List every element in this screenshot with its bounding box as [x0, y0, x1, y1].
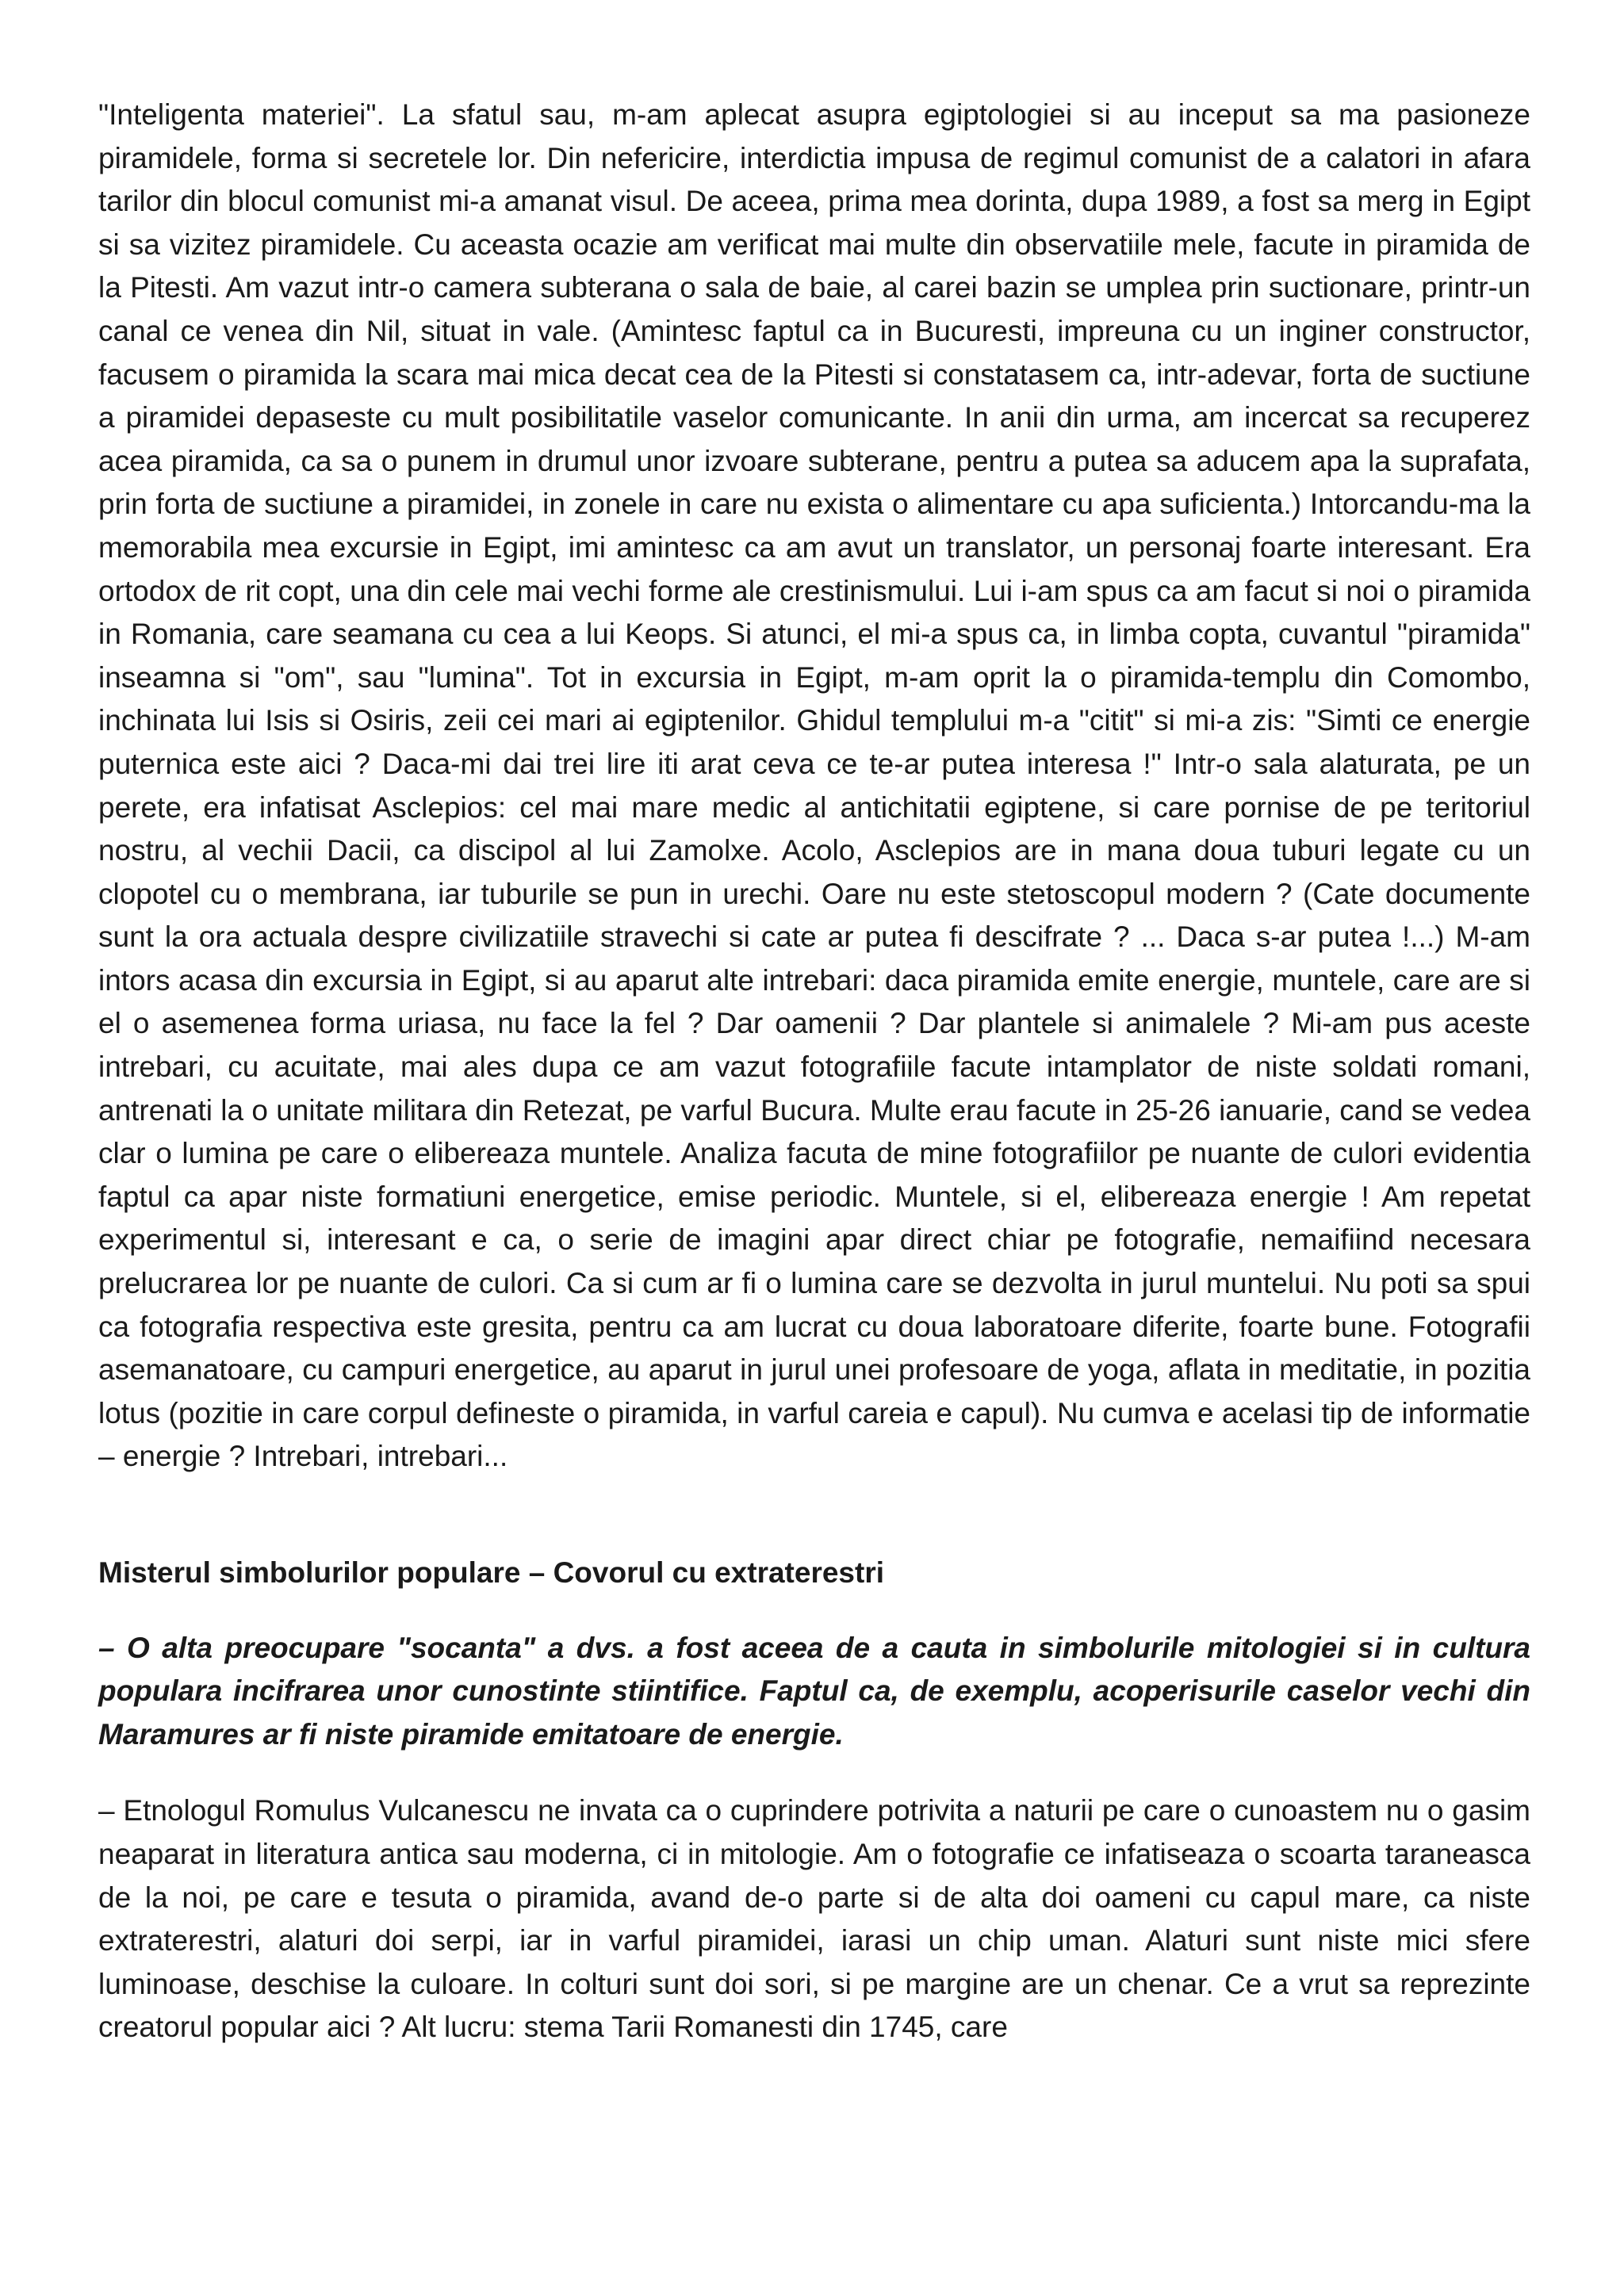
interview-question: – O alta preocupare "socanta" a dvs. a fost aceea de a cauta in simbolurile mitologiei si in cultura populara incifrarea unor cunostinte stiintifice. Faptul ca, de exemplu, acoperisurile caselor vechi din Maramures ar fi niste piramide emitatoare de energie.: [98, 1631, 1530, 1751]
document-page: [98, 94, 1530, 2049]
section-heading: Misterul simbolurilor populare – Covorul cu extraterestri: [98, 1556, 885, 1589]
interview-answer: – Etnologul Romulus Vulcanescu ne invata ca o cuprindere potrivita a naturii pe care o cunoastem nu o gasim neaparat in literatura antica sau moderna, ci in mitologie. Am o fotografie ce infatiseaza o scoarta taraneasca de la noi, pe care e tesuta o piramida, avand de-o parte si de alta doi oameni cu capul mare, ca niste extraterestri, alaturi doi serpi, iar in varful piramidei, iarasi un chip uman. Alaturi sunt niste mici sfere luminoase, deschise la culoare. In colturi sunt doi sori, si pe margine are un chenar. Ce a vrut sa reprezinte creatorul popular aici ? Alt lucru: stema Tarii Romanesti din 1745, care: [98, 1794, 1530, 2044]
body-paragraph-pyramids: "Inteligenta materiei". La sfatul sau, m-am aplecat asupra egiptologiei si au inceput sa ma pasioneze piramidele, forma si secretele lor. Din nefericire, interdictia impusa de regimul comunist de a calatori in afara tarilor din blocul comunist mi-a amanat visul. De aceea, prima mea dorinta, dupa 1989, a fost sa merg in Egipt si sa vizitez piramidele. Cu aceasta ocazie am verificat mai multe din observatiile mele, facute in piramida de la Pitesti. Am vazut intr-o camera subterana o sala de baie, al carei bazin se umplea prin suctionare, printr-un canal ce venea din Nil, situat in vale. (Amintesc faptul ca in Bucuresti, impreuna cu un inginer constructor, facusem o piramida la scara mai mica decat cea de la Pitesti si constatasem ca, intr-adevar, forta de suctiune a piramidei depaseste cu mult posibilitatile vaselor comunicante. In anii din urma, am incercat sa recuperez acea piramida, ca sa o punem in drumul unor izvoare subterane, pentru a putea sa aducem apa la suprafata, prin forta de suctiune a piramidei, in zonele in care nu exista o alimentare cu apa suficienta.) Intorcandu-ma la memorabila mea excursie in Egipt, imi amintesc ca am avut un translator, un personaj foarte interesant. Era ortodox de rit copt, una din cele mai vechi forme ale crestinismului. Lui i-am spus ca am facut si noi o piramida in Romania, care seamana cu cea a lui Keops. Si atunci, el mi-a spus ca, in limba copta, cuvantul "piramida" inseamna si "om", sau "lumina". Tot in excursia in Egipt, m-am oprit la o piramida-templu din Comombo, inchinata lui Isis si Osiris, zeii cei mari ai egiptenilor. Ghidul templului m-a "citit" si mi-a zis: "Simti ce energie puternica este aici ? Daca-mi dai trei lire iti arat ceva ce te-ar putea interesa !" Intr-o sala alaturata, pe un perete, era infatisat Asclepios: cel mai mare medic al antichitatii egiptene, si care pornise de pe teritoriul nostru, al vechii Dacii, ca discipol al lui Zamolxe. Acolo, Asclepios are in mana doua tuburi legate cu un clopotel cu o membrana, iar tuburile se pun in urechi. Oare nu este stetoscopul modern ? (Cate documente sunt la ora actuala despre civilizatiile stravechi si cate ar putea fi descifrate ? ... Daca s-ar putea !...) M-am intors acasa din excursia in Egipt, si au aparut alte intrebari: daca piramida emite energie, muntele, care are si el o asemenea forma uriasa, nu face la fel ? Dar oamenii ? Dar plantele si animalele ? Mi-am pus aceste intrebari, cu acuitate, mai ales dupa ce am vazut fotografiile facute intamplator de niste soldati romani, antrenati la o unitate militara din Retezat, pe varful Bucura. Multe erau facute in 25-26 ianuarie, cand se vedea clar o lumina pe care o elibereaza muntele. Analiza facuta de mine fotografiilor pe nuante de culori evidentia faptul ca apar niste formatiuni energetice, emise periodic. Muntele, si el, elibereaza energie ! Am repetat experimentul si, interesant e ca, o serie de imagini apar direct chiar pe fotografie, nemaifiind necesara prelucrarea lor pe nuante de culori. Ca si cum ar fi o lumina care se dezvolta in jurul muntelui. Nu poti sa spui ca fotografia respectiva este gresita, pentru ca am lucrat cu doua laboratoare diferite, foarte bune. Fotografii asemanatoare, cu campuri energetice, au aparut in jurul unei profesoare de yoga, aflata in meditatie, in pozitia lotus (pozitie in care corpul defineste o piramida, in varful careia e capul). Nu cumva e acelasi tip de informatie – energie ? Intrebari, intrebari...: [98, 98, 1530, 1473]
